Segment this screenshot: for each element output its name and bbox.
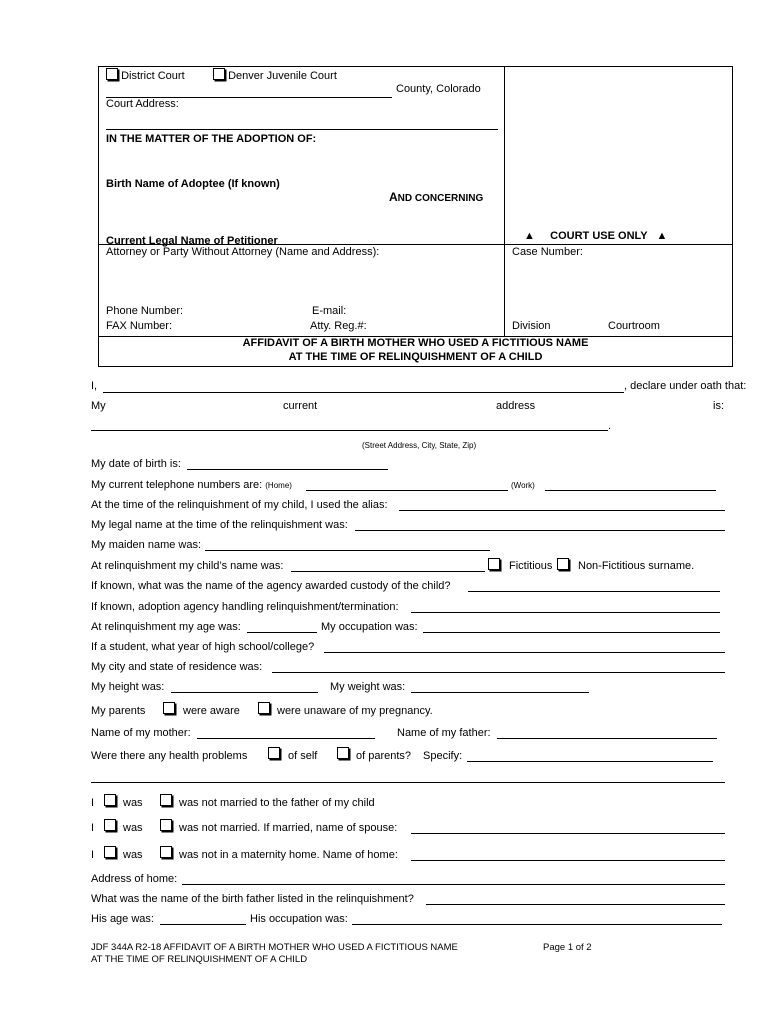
weight-line[interactable] (411, 692, 589, 693)
was-maternity-checkbox[interactable] (104, 846, 116, 858)
maternity-home-line[interactable] (411, 860, 725, 861)
i-maternity-label: I (91, 849, 95, 861)
was-maternity-label: was (123, 849, 143, 861)
address-label: address (496, 400, 536, 412)
denver-juvenile-court-label: Denver Juvenile Court (228, 70, 337, 82)
agency-custody-label: If known, what was the name of the agency awarded custody of the child? (91, 580, 451, 592)
child-name-label: At relinquishment my child’s name was: (91, 560, 284, 572)
petitioner-label: Current Legal Name of Petitioner (106, 235, 278, 247)
of-parents-label: of parents? (356, 750, 412, 762)
home-phone-label: (Home) (265, 481, 292, 490)
title-line-2: AT THE TIME OF RELINQUISHMENT OF A CHILD (288, 351, 543, 363)
height-line[interactable] (171, 692, 318, 693)
phone-number-label: Phone Number: (106, 305, 184, 317)
maiden-name-label: My maiden name was: (91, 539, 202, 551)
occupation-label: My occupation was: (321, 621, 418, 633)
birth-father-label: What was the name of the birth father listed in the relinquishment? (91, 893, 414, 905)
home-address-label: Address of home: (91, 873, 178, 885)
matter-heading-colon: : (312, 133, 317, 145)
was-married-checkbox[interactable] (104, 819, 116, 831)
email-label: E-mail: (312, 305, 347, 317)
matter-heading (106, 133, 316, 145)
alias-label: At the time of the relinquishment of my child, I used the alias: (91, 499, 388, 511)
non-fictitious-label: Non-Fictitious surname. (578, 560, 695, 572)
caption-middle-divider (504, 66, 505, 336)
dob-line[interactable] (187, 469, 388, 470)
caption-bottom-border (98, 366, 733, 367)
legal-name-line[interactable] (355, 530, 725, 531)
and-concerning-label (389, 190, 483, 204)
court-use-only-label: COURT USE ONLY (550, 230, 648, 242)
alias-line[interactable] (399, 510, 725, 511)
birth-name-label: Birth Name of Adoptee (If known) (106, 178, 280, 190)
my-label: My (91, 400, 106, 412)
current-label: current (283, 400, 318, 412)
atty-reg-label: Atty. Reg.#: (310, 320, 367, 332)
matter-heading-text: IN THE MATTER OF THE ADOPTION OF (106, 133, 313, 145)
caption-right-border (732, 66, 733, 366)
work-phone-label: (Work) (511, 481, 535, 490)
of-self-label: of self (288, 750, 318, 762)
age-line[interactable] (247, 632, 317, 633)
fictitious-checkbox[interactable] (488, 558, 500, 570)
age-label: At relinquishment my age was: (91, 621, 241, 633)
fictitious-label: Fictitious (509, 560, 553, 572)
was-married-label: was (123, 822, 143, 834)
health-detail-line[interactable] (91, 782, 725, 783)
was-married-father-checkbox[interactable] (104, 794, 116, 806)
i-married-label: I (91, 822, 95, 834)
county-colorado-label: County, Colorado (396, 83, 481, 95)
district-court-checkbox[interactable] (106, 68, 118, 80)
court-use-only (524, 230, 667, 242)
his-occupation-line[interactable] (352, 924, 722, 925)
not-married-father-label: was not married to the father of my child (179, 797, 375, 809)
footer-form-title: AT THE TIME OF RELINQUISHMENT OF A CHILD (91, 954, 308, 965)
district-court-label: District Court (121, 70, 185, 82)
father-label: Name of my father: (397, 727, 491, 739)
not-married-checkbox[interactable] (160, 819, 172, 831)
i-label: I, (91, 380, 98, 392)
is-label: is: (713, 400, 724, 412)
and-concerning-initial: A (389, 190, 398, 204)
agency-custody-line[interactable] (468, 591, 720, 592)
health-parents-checkbox[interactable] (337, 747, 349, 759)
mother-label: Name of my mother: (91, 727, 191, 739)
district-court-option[interactable] (106, 68, 185, 82)
spouse-name-line[interactable] (411, 833, 725, 834)
was-married-father-label: was (123, 797, 143, 809)
were-aware-label: were aware (183, 705, 240, 717)
home-address-line[interactable] (182, 884, 725, 885)
court-address-label: Court Address: (106, 98, 179, 110)
city-state-line[interactable] (272, 672, 725, 673)
agency-handling-line[interactable] (411, 612, 720, 613)
and-concerning-rest: ND CONCERNING (397, 193, 484, 204)
spade-icon-right: ▲ (656, 230, 668, 242)
parents-unaware-checkbox[interactable] (258, 702, 270, 714)
height-label: My height was: (91, 681, 165, 693)
non-fictitious-checkbox[interactable] (557, 558, 569, 570)
spade-icon-left: ▲ (524, 230, 535, 242)
declarant-name-line[interactable] (103, 392, 624, 393)
footer-page-number: Page 1 of 2 (543, 942, 592, 953)
not-married-spouse-label: was not married. If married, name of spouse: (179, 822, 398, 834)
court-address-line[interactable] (106, 129, 498, 130)
specify-line[interactable] (467, 761, 713, 762)
fax-number-label: FAX Number: (106, 320, 173, 332)
not-married-father-checkbox[interactable] (160, 794, 172, 806)
dob-label: My date of birth is: (91, 458, 181, 470)
address-period: . (608, 420, 612, 432)
current-address-line[interactable] (91, 430, 608, 431)
birth-father-line[interactable] (426, 904, 725, 905)
street-address-hint: (Street Address, City, State, Zip) (362, 441, 477, 450)
courtroom-label: Courtroom (608, 320, 660, 332)
occupation-line[interactable] (423, 632, 720, 633)
caption-left-border (98, 66, 99, 366)
title-line-1: AFFIDAVIT OF A BIRTH MOTHER WHO USED A FICTITIOUS NAME (242, 337, 589, 349)
his-age-label: His age was: (91, 913, 154, 925)
maiden-name-line[interactable] (205, 550, 490, 551)
legal-name-label: My legal name at the time of the relinquishment was: (91, 519, 348, 531)
not-maternity-checkbox[interactable] (160, 846, 172, 858)
work-phone-line[interactable] (545, 490, 716, 491)
denver-juvenile-court-option[interactable] (213, 68, 337, 82)
parents-aware-checkbox[interactable] (163, 702, 175, 714)
health-label: Were there any health problems (91, 750, 248, 762)
caption-top-border (98, 66, 733, 67)
father-name-line[interactable] (497, 738, 717, 739)
home-phone-line[interactable] (306, 490, 508, 491)
child-name-line[interactable] (291, 571, 485, 572)
phone-label-text: My current telephone numbers are: (91, 479, 263, 491)
denver-juvenile-court-checkbox[interactable] (213, 68, 225, 80)
city-state-label: My city and state of residence was: (91, 661, 263, 673)
footer-form-code: JDF 344A R2-18 AFFIDAVIT OF A BIRTH MOTHER WHO USED A FICTITIOUS NAME (91, 942, 458, 953)
division-label: Division (512, 320, 551, 332)
case-number-label: Case Number: (512, 246, 583, 258)
health-self-checkbox[interactable] (268, 747, 280, 759)
not-maternity-label: was not in a maternity home. Name of home: (179, 849, 398, 861)
parents-label: My parents (91, 705, 146, 717)
weight-label: My weight was: (330, 681, 406, 693)
his-occupation-label: His occupation was: (250, 913, 348, 925)
were-unaware-label: were unaware of my pregnancy. (277, 705, 433, 717)
i-married-father-label: I (91, 797, 95, 809)
declare-label: , declare under oath that: (624, 380, 747, 392)
attorney-label: Attorney or Party Without Attorney (Name and Address): (106, 246, 380, 258)
specify-label: Specify: (423, 750, 463, 762)
mother-name-line[interactable] (197, 738, 375, 739)
agency-handling-label: If known, adoption agency handling relinquishment/termination: (91, 601, 399, 613)
phone-label (91, 479, 292, 491)
his-age-line[interactable] (160, 924, 246, 925)
student-line[interactable] (324, 652, 725, 653)
student-label: If a student, what year of high school/college? (91, 641, 315, 653)
